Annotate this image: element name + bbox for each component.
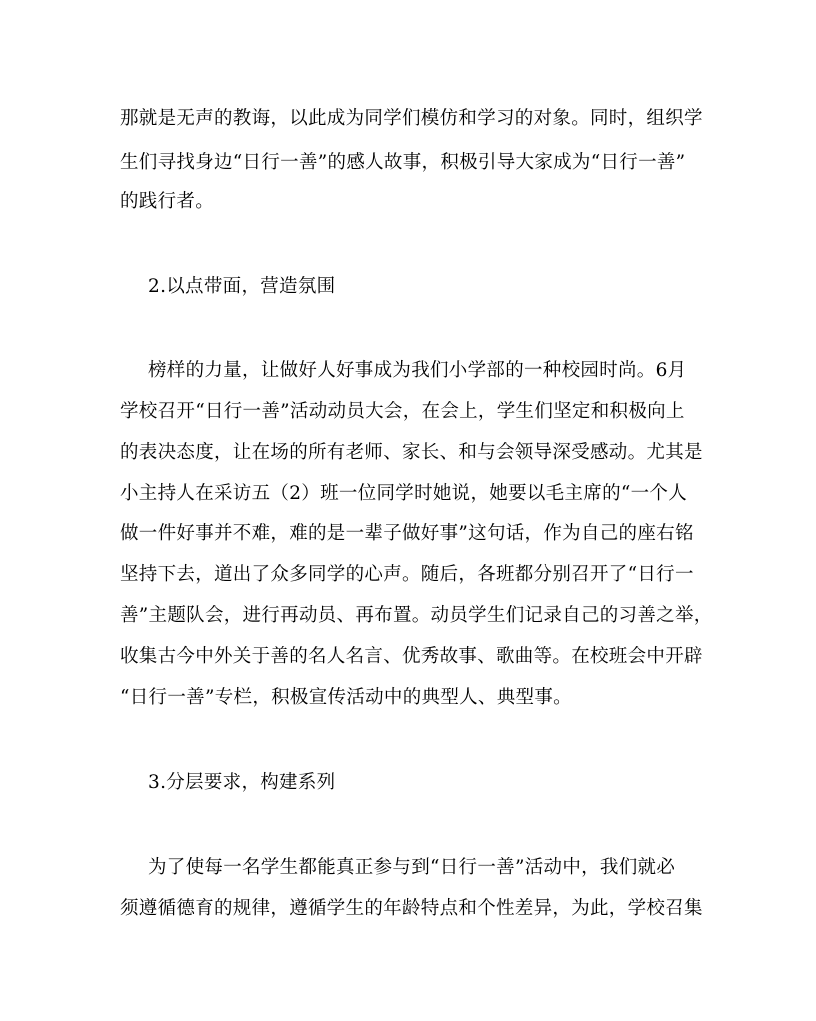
paragraph-2-line-3: 的表决态度，让在场的所有老师、家长、和与会领导深受感动。尤其是 [120, 442, 703, 463]
paragraph-2-line-2: 学校召开“日行一善”活动动员大会，在会上，学生们坚定和积极向上 [120, 401, 685, 422]
paragraph-2-line-5: 做一件好事并不难，难的是一辈子做好事”这句话，作为自己的座右铭 [120, 523, 694, 544]
paragraph-2-line-7: 善”主题队会，进行再动员、再布置。动员学生们记录自己的习善之举， [120, 605, 713, 626]
paragraph-2-line-6: 坚持下去，道出了众多同学的心声。随后，各班都分别召开了“日行一 [120, 564, 694, 585]
paragraph-1-line-3: 的践行者。 [120, 191, 215, 212]
paragraph-2-line-4: 小主持人在采访五（2）班一位同学时她说，她要以毛主席的“一个人 [120, 483, 688, 504]
paragraph-1-line-2: 生们寻找身边“日行一善”的感人故事，积极引导大家成为“日行一善” [120, 152, 686, 173]
section-heading-3: 3.分层要求，构建系列 [148, 772, 336, 793]
paragraph-3-line-1: 为了使每一名学生都能真正参与到“日行一善”活动中，我们就必 [148, 857, 676, 878]
paragraph-2-line-8: 收集古今中外关于善的名人名言、优秀故事、歌曲等。在校班会中开辟 [120, 646, 703, 667]
paragraph-1-line-1: 那就是无声的教诲，以此成为同学们模仿和学习的对象。同时，组织学 [120, 108, 703, 129]
paragraph-3-line-2: 须遵循德育的规律，遵循学生的年龄特点和个性差异，为此，学校召集 [120, 898, 703, 919]
paragraph-2-line-1: 榜样的力量，让做好人好事成为我们小学部的一种校园时尚。6月 [148, 360, 687, 381]
section-heading-2: 2.以点带面，营造氛围 [148, 276, 336, 297]
paragraph-2-line-9: “日行一善”专栏，积极宣传活动中的典型人、典型事。 [120, 687, 572, 708]
